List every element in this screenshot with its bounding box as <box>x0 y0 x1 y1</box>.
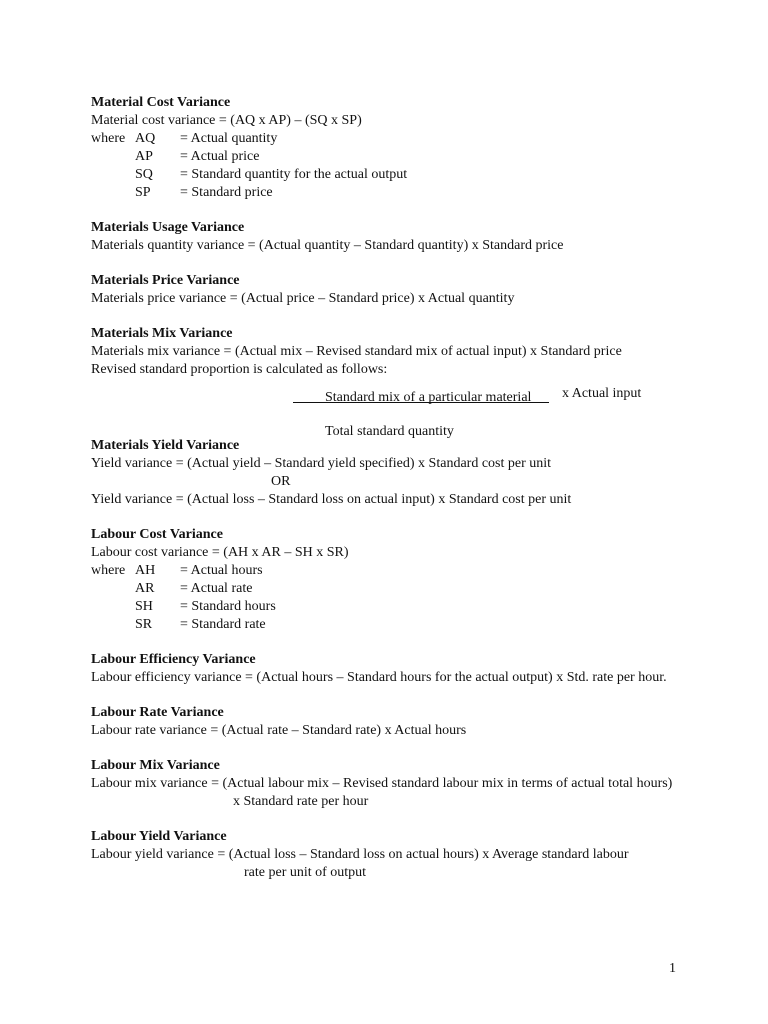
section-heading: Labour Cost Variance <box>91 527 223 542</box>
abbreviation: SH <box>135 599 153 614</box>
formula-line: Materials price variance = (Actual price – Standard price) x Actual quantity <box>91 291 515 306</box>
document-content <box>91 94 751 882</box>
section-heading: Materials Mix Variance <box>91 326 233 341</box>
section-heading: Materials Yield Variance <box>91 438 240 453</box>
proportion-fraction <box>91 379 751 437</box>
formula-line: Labour rate variance = (Actual rate – Standard rate) x Actual hours <box>91 723 467 738</box>
formula-continuation: rate per unit of output <box>244 865 367 880</box>
fraction-numerator: Standard mix of a particular material <box>325 390 532 405</box>
definitions-list <box>91 130 751 202</box>
abbreviation: SP <box>135 185 151 200</box>
where-label: where <box>91 131 126 146</box>
note-line: Revised standard proportion is calculated as follows: <box>91 362 388 377</box>
definition: = Actual quantity <box>180 131 278 146</box>
section-heading: Labour Rate Variance <box>91 705 224 720</box>
abbreviation: AR <box>135 581 155 596</box>
abbreviation: AH <box>135 563 156 578</box>
formula-line: Materials mix variance = (Actual mix – Revised standard mix of actual input) x Standard price <box>91 344 622 359</box>
section-heading: Materials Usage Variance <box>91 220 245 235</box>
fraction-bar <box>293 402 549 403</box>
definition: = Actual rate <box>180 581 253 596</box>
section-heading: Labour Efficiency Variance <box>91 652 256 667</box>
abbreviation: AP <box>135 149 153 164</box>
definition: = Standard rate <box>180 617 266 632</box>
where-label: where <box>91 563 126 578</box>
definitions-list <box>91 562 751 634</box>
formula-line: Material cost variance = (AQ x AP) – (SQ x SP) <box>91 113 362 128</box>
or-separator: OR <box>271 474 291 489</box>
abbreviation: AQ <box>135 131 156 146</box>
page-number: 1 <box>669 961 676 976</box>
definition: = Actual hours <box>180 563 263 578</box>
definition: = Actual price <box>180 149 260 164</box>
formula-line: Labour mix variance = (Actual labour mix – Revised standard labour mix in terms of actual total hours) <box>91 776 673 791</box>
abbreviation: SR <box>135 617 153 632</box>
section-heading: Materials Price Variance <box>91 273 240 288</box>
formula-line: Labour yield variance = (Actual loss – Standard loss on actual hours) x Average standard labour <box>91 847 629 862</box>
section-heading: Material Cost Variance <box>91 95 231 110</box>
formula-continuation: x Standard rate per hour <box>233 794 369 809</box>
formula-line: Yield variance = (Actual loss – Standard loss on actual input) x Standard cost per unit <box>91 492 572 507</box>
formula-line: Labour efficiency variance = (Actual hours – Standard hours for the actual output) x Std. rate per hour. <box>91 670 667 685</box>
formula-line: Materials quantity variance = (Actual quantity – Standard quantity) x Standard price <box>91 238 564 253</box>
abbreviation: SQ <box>135 167 153 182</box>
definition: = Standard hours <box>180 599 276 614</box>
fraction-multiplier: x Actual input <box>562 386 642 401</box>
definition: = Standard price <box>180 185 273 200</box>
section-heading: Labour Yield Variance <box>91 829 227 844</box>
section-heading: Labour Mix Variance <box>91 758 220 773</box>
fraction-denominator: Total standard quantity <box>325 424 454 439</box>
definition: = Standard quantity for the actual output <box>180 167 408 182</box>
formula-line: Labour cost variance = (AH x AR – SH x SR) <box>91 545 349 560</box>
formula-line: Yield variance = (Actual yield – Standard yield specified) x Standard cost per unit <box>91 456 552 471</box>
